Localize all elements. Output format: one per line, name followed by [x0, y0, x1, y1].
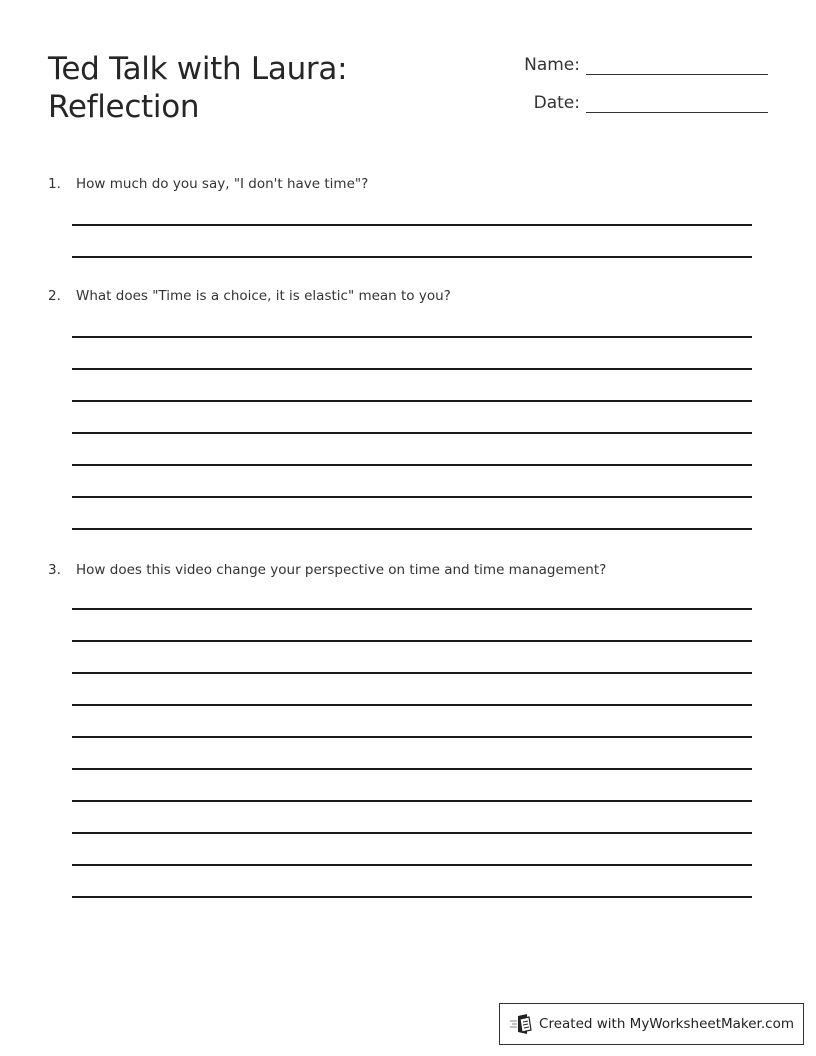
worksheet-logo-icon	[509, 1013, 533, 1035]
answer-line[interactable]	[72, 400, 752, 402]
answer-line[interactable]	[72, 832, 752, 834]
name-field	[510, 54, 768, 75]
question-text: How does this video change your perspective on time and time management?	[76, 562, 607, 578]
date-input-line[interactable]	[586, 92, 768, 113]
question-3	[48, 562, 606, 578]
question-number: 2.	[48, 288, 61, 304]
question-text: What does "Time is a choice, it is elastic" mean to you?	[76, 288, 451, 304]
footer-text: Created with MyWorksheetMaker.com	[539, 1016, 794, 1032]
answer-line[interactable]	[72, 704, 752, 706]
answer-line[interactable]	[72, 768, 752, 770]
answer-line[interactable]	[72, 640, 752, 642]
question-1	[48, 176, 368, 192]
answer-line[interactable]	[72, 736, 752, 738]
answer-line[interactable]	[72, 896, 752, 898]
answer-line[interactable]	[72, 528, 752, 530]
answer-line[interactable]	[72, 800, 752, 802]
answer-line[interactable]	[72, 336, 752, 338]
question-text: How much do you say, "I don't have time"?	[76, 176, 369, 192]
answer-line[interactable]	[72, 608, 752, 610]
created-with-badge[interactable]	[499, 1003, 804, 1045]
title-line-1: Ted Talk with Laura:	[48, 51, 348, 87]
name-input-line[interactable]	[586, 54, 768, 75]
question-2	[48, 288, 451, 304]
question-number: 3.	[48, 562, 61, 578]
worksheet-title	[48, 50, 347, 126]
date-label: Date:	[533, 93, 580, 113]
name-label: Name:	[524, 55, 580, 75]
title-line-2: Reflection	[48, 89, 200, 125]
answer-line[interactable]	[72, 496, 752, 498]
answer-line[interactable]	[72, 432, 752, 434]
answer-line[interactable]	[72, 368, 752, 370]
answer-line[interactable]	[72, 224, 752, 226]
answer-line[interactable]	[72, 672, 752, 674]
answer-line[interactable]	[72, 464, 752, 466]
answer-line[interactable]	[72, 256, 752, 258]
question-number: 1.	[48, 176, 61, 192]
answer-line[interactable]	[72, 864, 752, 866]
date-field	[510, 92, 768, 113]
